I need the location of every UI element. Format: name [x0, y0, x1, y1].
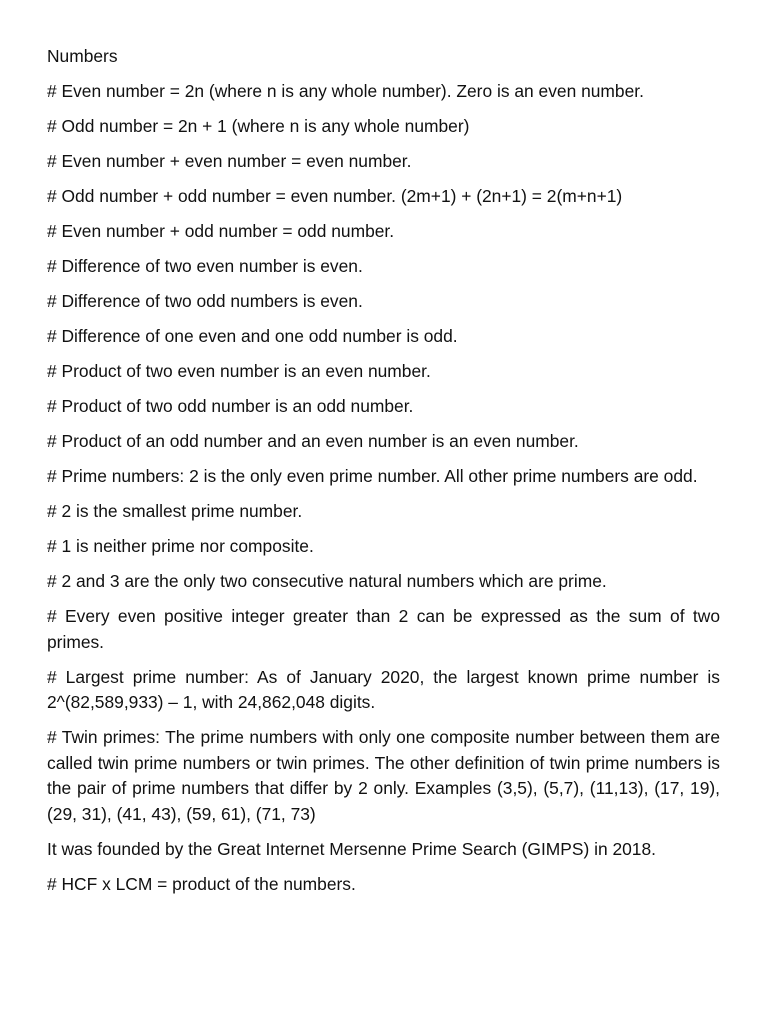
note-odd-plus-odd: # Odd number + odd number = even number. (2m+1) + (2n+1) = 2(m+n+1) — [47, 186, 623, 206]
note-twin-primes: # Twin primes: The prime numbers with only one composite number between them are called twin prime numbers or twin primes. The other definition of twin prime numbers is the pair of prime numbers that differ by 2 only. Examples (3,5), (5,7), (11,13), (17, 19), (29, 31), (41, 43), (59, 61), (71, 73) — [47, 727, 720, 824]
note-goldbach: # Every even positive integer greater than 2 can be expressed as the sum of two primes. — [47, 606, 720, 652]
note-even-plus-odd: # Even number + odd number = odd number. — [47, 221, 395, 241]
note-hcf-lcm: # HCF x LCM = product of the numbers. — [47, 873, 356, 894]
note-even-number-definition: # Even number = 2n (where n is any whole number). Zero is an even number. — [47, 81, 644, 101]
note-difference-two-even: # Difference of two even number is even. — [47, 256, 363, 276]
note-gimps: It was founded by the Great Internet Mersenne Prime Search (GIMPS) in 2018. — [47, 838, 656, 859]
note-consecutive-primes: # 2 and 3 are the only two consecutive natural numbers which are prime. — [47, 571, 607, 591]
note-odd-number-definition: # Odd number = 2n + 1 (where n is any whole number) — [47, 116, 470, 136]
page-title: Numbers — [47, 46, 118, 66]
note-product-two-odd: # Product of two odd number is an odd number. — [47, 396, 414, 416]
note-product-two-even: # Product of two even number is an even number. — [47, 361, 431, 381]
note-prime-numbers: # Prime numbers: 2 is the only even prime number. All other prime numbers are odd. — [47, 466, 698, 486]
note-smallest-prime: # 2 is the smallest prime number. — [47, 501, 303, 521]
note-one-neither-prime: # 1 is neither prime nor composite. — [47, 536, 314, 556]
note-difference-two-odd: # Difference of two odd numbers is even. — [47, 291, 363, 311]
note-even-plus-even: # Even number + even number = even number. — [47, 151, 412, 171]
note-product-odd-even: # Product of an odd number and an even number is an even number. — [47, 431, 579, 451]
note-largest-prime: # Largest prime number: As of January 2020, the largest known prime number is 2^(82,589,933) – 1, with 24,862,048 digits. — [47, 666, 720, 712]
document-page — [47, 44, 720, 907]
note-difference-even-odd: # Difference of one even and one odd number is odd. — [47, 326, 458, 346]
